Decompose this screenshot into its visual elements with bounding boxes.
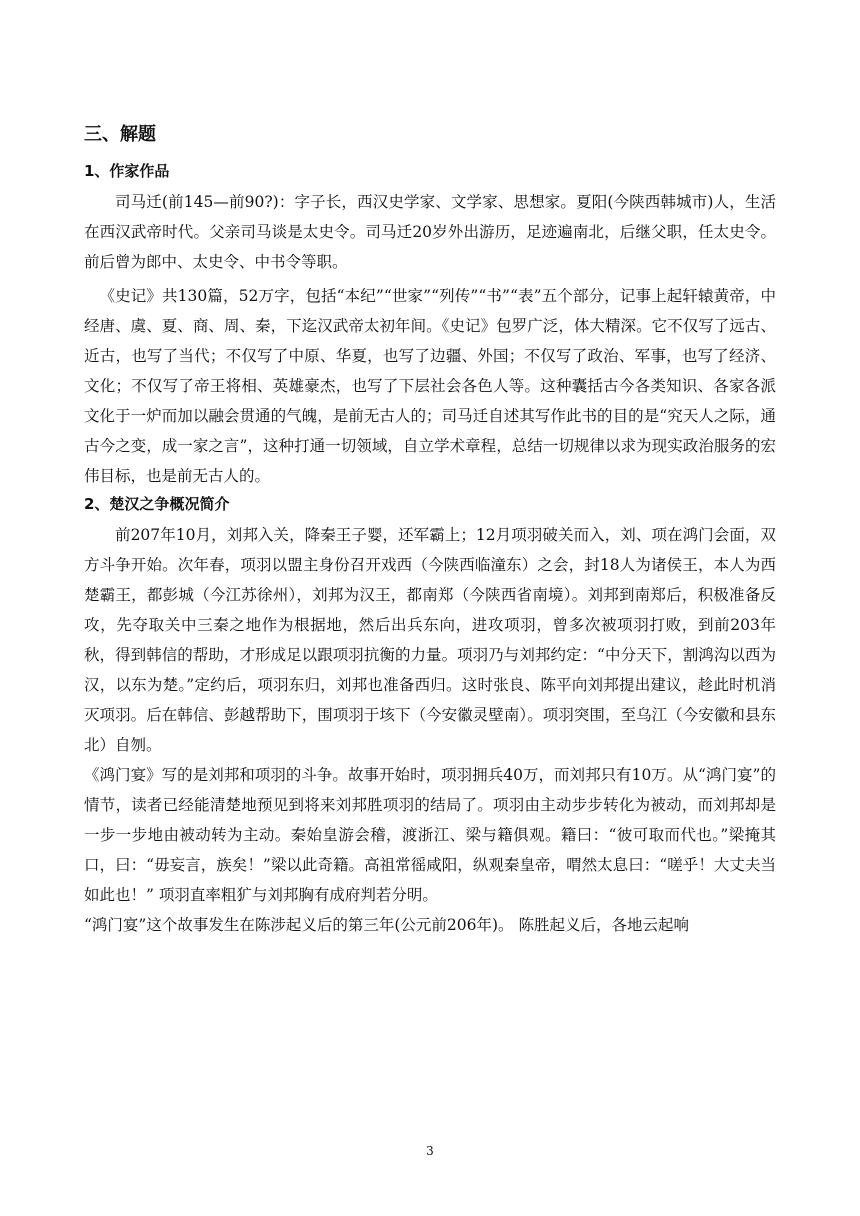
- section-title: 三、解题: [84, 124, 156, 145]
- subsection-title-chu-han: 2、楚汉之争概况简介: [84, 495, 230, 513]
- subsection-title-author: 1、作家作品: [84, 162, 170, 180]
- page-content: [84, 120, 776, 940]
- paragraph-chu-han-war: 前207年10月，刘邦入关，降秦王子婴，还军霸上；12月项羽破关而入，刘、项在鸿门会面，双方斗争开始。次年春，项羽以盟主身份召开戏西（今陕西临潼东）之会，封18人为诸侯王，本人为西楚霸王，都彭城（今江苏徐州），刘邦为汉王，都南郑（今陕西省南境）。刘邦到南郑后，积极准备反攻，先夺取关中三秦之地作为根据地，然后出兵东向，进攻项羽，曾多次被项羽打败，到前203年秋，得到韩信的帮助，才形成足以跟项羽抗衡的力量。项羽乃与刘邦约定：“中分天下，割鸿沟以西为汉，以东为楚。”定约后，项羽东归，刘邦也准备西归。这时张良、陈平向刘邦提出建议，趁此时机消灭项羽。后在韩信、彭越帮助下，围项羽于垓下（今安徽灵壁南）。项羽突围，至乌江（今安徽和县东北）自刎。: [84, 526, 776, 754]
- paragraph-hongmen-background: “鸿门宴”这个故事发生在陈涉起义后的第三年(公元前206年)。 陈胜起义后，各地云起响: [84, 916, 689, 934]
- paragraph-shiji: 《史记》共130篇，52万字，包括“本纪”“世家”“列传”“书”“表”五个部分，记事上起轩辕黄帝，中经唐、虞、夏、商、周、秦，下迄汉武帝太初年间。《史记》包罗广泛，体大精深。它不仅写了远古、近古，也写了当代；不仅写了中原、华夏，也写了边疆、外国；不仅写了政治、军事，也写了经济、文化；不仅写了帝王将相、英雄豪杰，也写了下层社会各色人等。这种囊括古今各类知识、各家各派文化于一炉而加以融会贯通的气魄，是前无古人的；司马迁自述其写作此书的目的是“究天人之际，通古今之变，成一家之言”，这种打通一切领域，自立学术章程，总结一切规律以求为现实政治服务的宏伟目标，也是前无古人的。: [84, 287, 776, 485]
- paragraph-author-bio: 司马迁(前145—前90?)：字子长，西汉史学家、文学家、思想家。夏阳(今陕西韩城市)人，生活在西汉武帝时代。父亲司马谈是太史令。司马迁20岁外出游历，足迹遍南北，后继父职，任太史令。前后曾为郎中、太史令、中书令等职。: [84, 193, 776, 271]
- page-number: 3: [426, 1144, 434, 1158]
- paragraph-hongmen-feast: 《鸿门宴》写的是刘邦和项羽的斗争。故事开始时，项羽拥兵40万，而刘邦只有10万。从“鸿门宴”的情节，读者已经能清楚地预见到将来刘邦胜项羽的结局了。项羽由主动步步转化为被动，而刘邦却是一步一步地由被动转为主动。秦始皇游会稽，渡浙江、梁与籍俱观。籍曰：“彼可取而代也。”梁掩其口，曰：“毋妄言，族矣！”梁以此奇籍。高祖常徭咸阳，纵观秦皇帝，喟然太息曰：“嗟乎！大丈夫当如此也！” 项羽直率粗犷与刘邦胸有成府判若分明。: [84, 766, 776, 904]
